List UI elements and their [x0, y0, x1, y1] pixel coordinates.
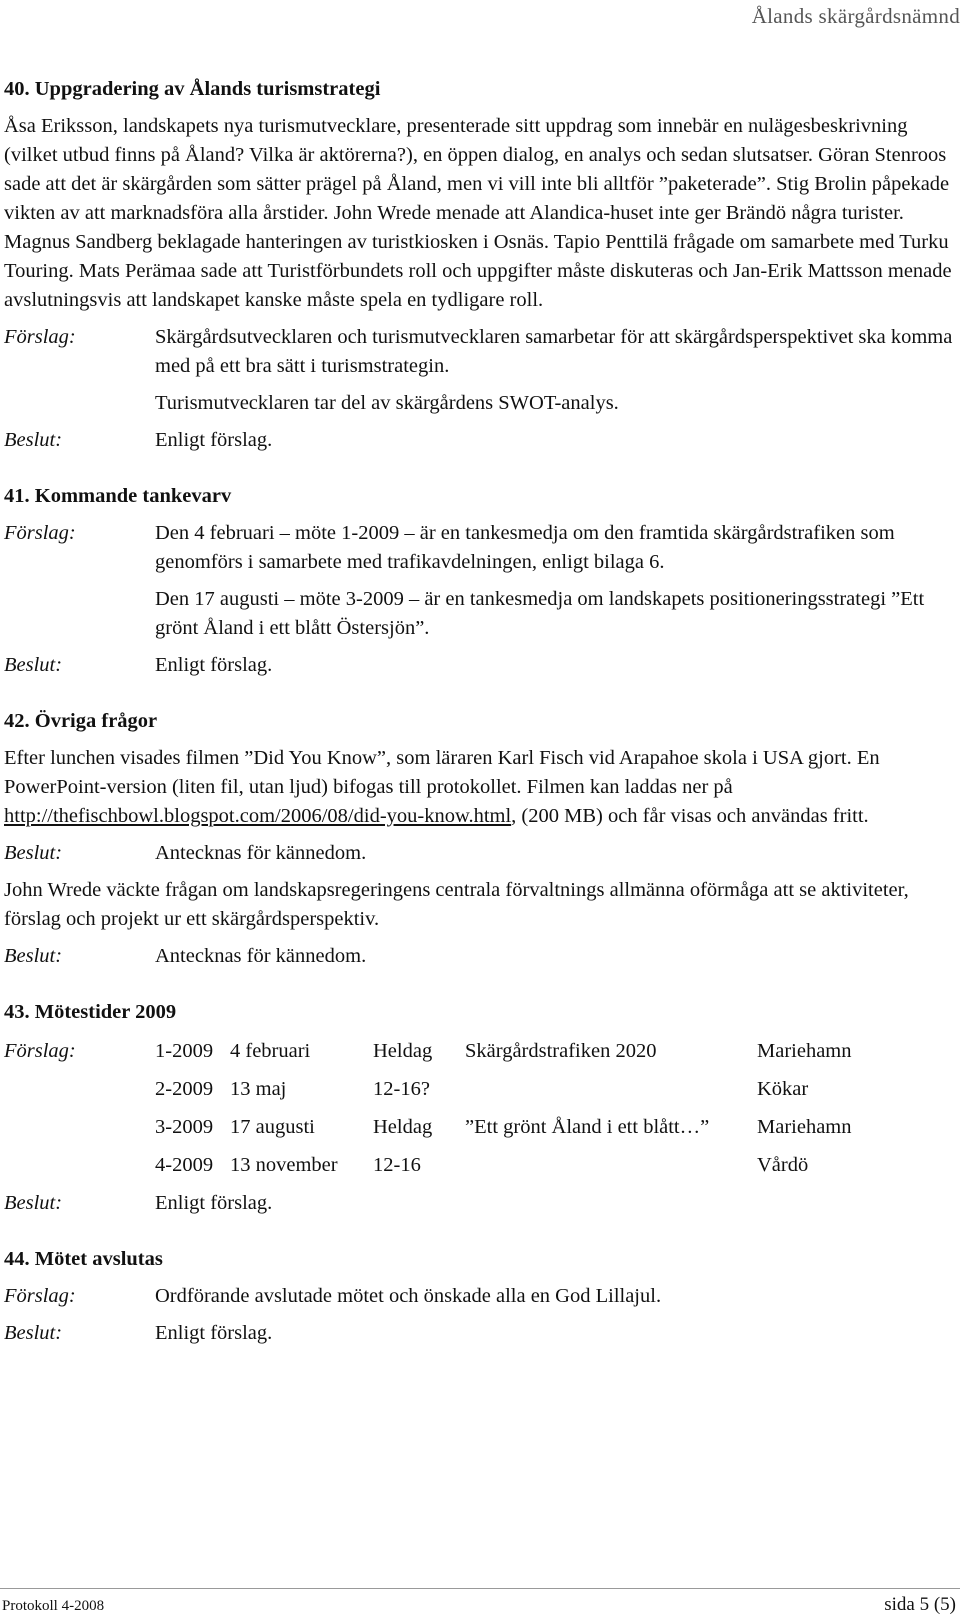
- beslut-label: Beslut:: [4, 945, 63, 967]
- section-41-forslag-2: Den 17 augusti – möte 3-2009 – är en tankesmedja om landskapets positioneringsstrategi ”Ett grönt Åland i ett blått Östersjön”.: [155, 588, 925, 639]
- section-44-beslut: Enligt förslag.: [155, 1322, 273, 1344]
- section-42-beslut-2: Antecknas för kännedom.: [155, 945, 367, 967]
- meeting-topic: [465, 1075, 757, 1113]
- section-40-body: Åsa Eriksson, landskapets nya turismutvecklare, presenterade sitt uppdrag som innebär en nulägesbeskrivning (vilket utbud finns på Åland? Vilka är aktörerna?), en öppen dialog, en analys och sedan slutsatser. Göran Stenroos sade att det är skärgården som sätter prägel på Åland, men vi vill inte bli alltför ”paketerade”. Stig Brolin påpekade vikten av att marknadsföra alla årstider. John Wrede menade att Alandica-huset inte ger Brändö några turister. Magnus Sandberg beklagade hanteringen av turistkiosken i Osnäs. Tapio Penttilä frågade om samarbete med Turku Touring. Mats Perämaa sade att Turistförbundets roll och uppgifter måste diskuteras och Jan-Erik Mattsson menade avslutningsvis att landskapet kanske måste spela en tydligare roll.: [4, 115, 952, 311]
- page-header-org: Ålands skärgårdsnämnd: [751, 4, 960, 28]
- beslut-label: Beslut:: [4, 842, 63, 864]
- meeting-place: Vårdö: [757, 1154, 809, 1176]
- meeting-time: 12-16?: [373, 1078, 430, 1100]
- section-40-heading: 40. Uppgradering av Ålands turismstrategi: [4, 78, 381, 100]
- section-41-beslut: Enligt förslag.: [155, 654, 273, 676]
- footer-divider: [0, 1588, 960, 1589]
- footer-protocol-number: Protokoll 4-2008: [2, 1598, 105, 1614]
- section-41-heading: 41. Kommande tankevarv: [4, 485, 232, 507]
- section-42-body-2: John Wrede väckte frågan om landskapsregeringens centrala förvaltnings allmänna oförmåga att se aktiviteter, förslag och projekt ur ett skärgårdsperspektiv.: [4, 879, 909, 930]
- section-40-forslag-2: Turismutvecklaren tar del av skärgårdens SWOT-analys.: [155, 392, 619, 414]
- film-download-link[interactable]: http://thefischbowl.blogspot.com/2006/08/did-you-know.html: [4, 805, 512, 827]
- meeting-place: Kökar: [757, 1078, 809, 1100]
- section-42-body-1-tail: , (200 MB) och får visas och användas fritt.: [511, 805, 869, 827]
- meeting-time: 12-16: [373, 1154, 421, 1176]
- section-42-body-1-text: Efter lunchen visades filmen ”Did You Know”, som läraren Karl Fisch vid Arapahoe skola i USA gjort. En PowerPoint-version (liten fil, utan ljud) bifogas till protokollet. Filmen kan laddas ner på: [4, 747, 880, 798]
- meeting-schedule-table: [4, 1037, 852, 1189]
- section-42-heading: 42. Övriga frågor: [4, 710, 158, 732]
- beslut-label: Beslut:: [4, 654, 63, 676]
- table-row: [4, 1075, 852, 1113]
- meeting-number: 4-2009: [155, 1154, 214, 1176]
- meeting-time: Heldag: [373, 1040, 433, 1062]
- document-body: [4, 75, 954, 1348]
- meeting-topic: [465, 1151, 757, 1189]
- meeting-topic: Skärgårdstrafiken 2020: [465, 1040, 657, 1062]
- meeting-number: 2-2009: [155, 1078, 214, 1100]
- meeting-topic: ”Ett grönt Åland i ett blått…”: [465, 1116, 710, 1138]
- table-row: [4, 1037, 852, 1075]
- meeting-number: 1-2009: [155, 1040, 214, 1062]
- section-44-heading: 44. Mötet avslutas: [4, 1248, 163, 1270]
- section-41-forslag-1: Den 4 februari – möte 1-2009 – är en tankesmedja om den framtida skärgårdstrafiken som genomförs i samarbete med trafikavdelningen, enligt bilaga 6.: [155, 522, 895, 573]
- section-40-forslag-1: Skärgårdsutvecklaren och turismutvecklaren samarbetar för att skärgårdsperspektivet ska komma med på ett bra sätt i turismstrategin.: [155, 326, 953, 377]
- forslag-label: Förslag:: [4, 1285, 76, 1307]
- meeting-date: 4 februari: [230, 1040, 311, 1062]
- meeting-place: Mariehamn: [757, 1116, 852, 1138]
- beslut-label: Beslut:: [4, 1322, 63, 1344]
- footer-page-number: sida 5 (5): [884, 1594, 956, 1615]
- beslut-label: Beslut:: [4, 1192, 63, 1214]
- forslag-label: Förslag:: [4, 326, 76, 348]
- section-43-heading: 43. Mötestider 2009: [4, 1001, 177, 1023]
- table-row: [4, 1151, 852, 1189]
- section-42-body-1: [4, 744, 954, 831]
- meeting-date: 13 maj: [230, 1078, 287, 1100]
- section-40-beslut: Enligt förslag.: [155, 429, 273, 451]
- meeting-date: 13 november: [230, 1154, 338, 1176]
- forslag-label: Förslag:: [4, 522, 76, 544]
- table-row: [4, 1113, 852, 1151]
- section-43-beslut: Enligt förslag.: [155, 1192, 273, 1214]
- section-44-forslag: Ordförande avslutade mötet och önskade alla en God Lillajul.: [155, 1285, 662, 1307]
- meeting-number: 3-2009: [155, 1116, 214, 1138]
- forslag-label: Förslag:: [4, 1040, 76, 1062]
- meeting-date: 17 augusti: [230, 1116, 315, 1138]
- beslut-label: Beslut:: [4, 429, 63, 451]
- meeting-time: Heldag: [373, 1116, 433, 1138]
- section-42-beslut-1: Antecknas för kännedom.: [155, 842, 367, 864]
- meeting-place: Mariehamn: [757, 1040, 852, 1062]
